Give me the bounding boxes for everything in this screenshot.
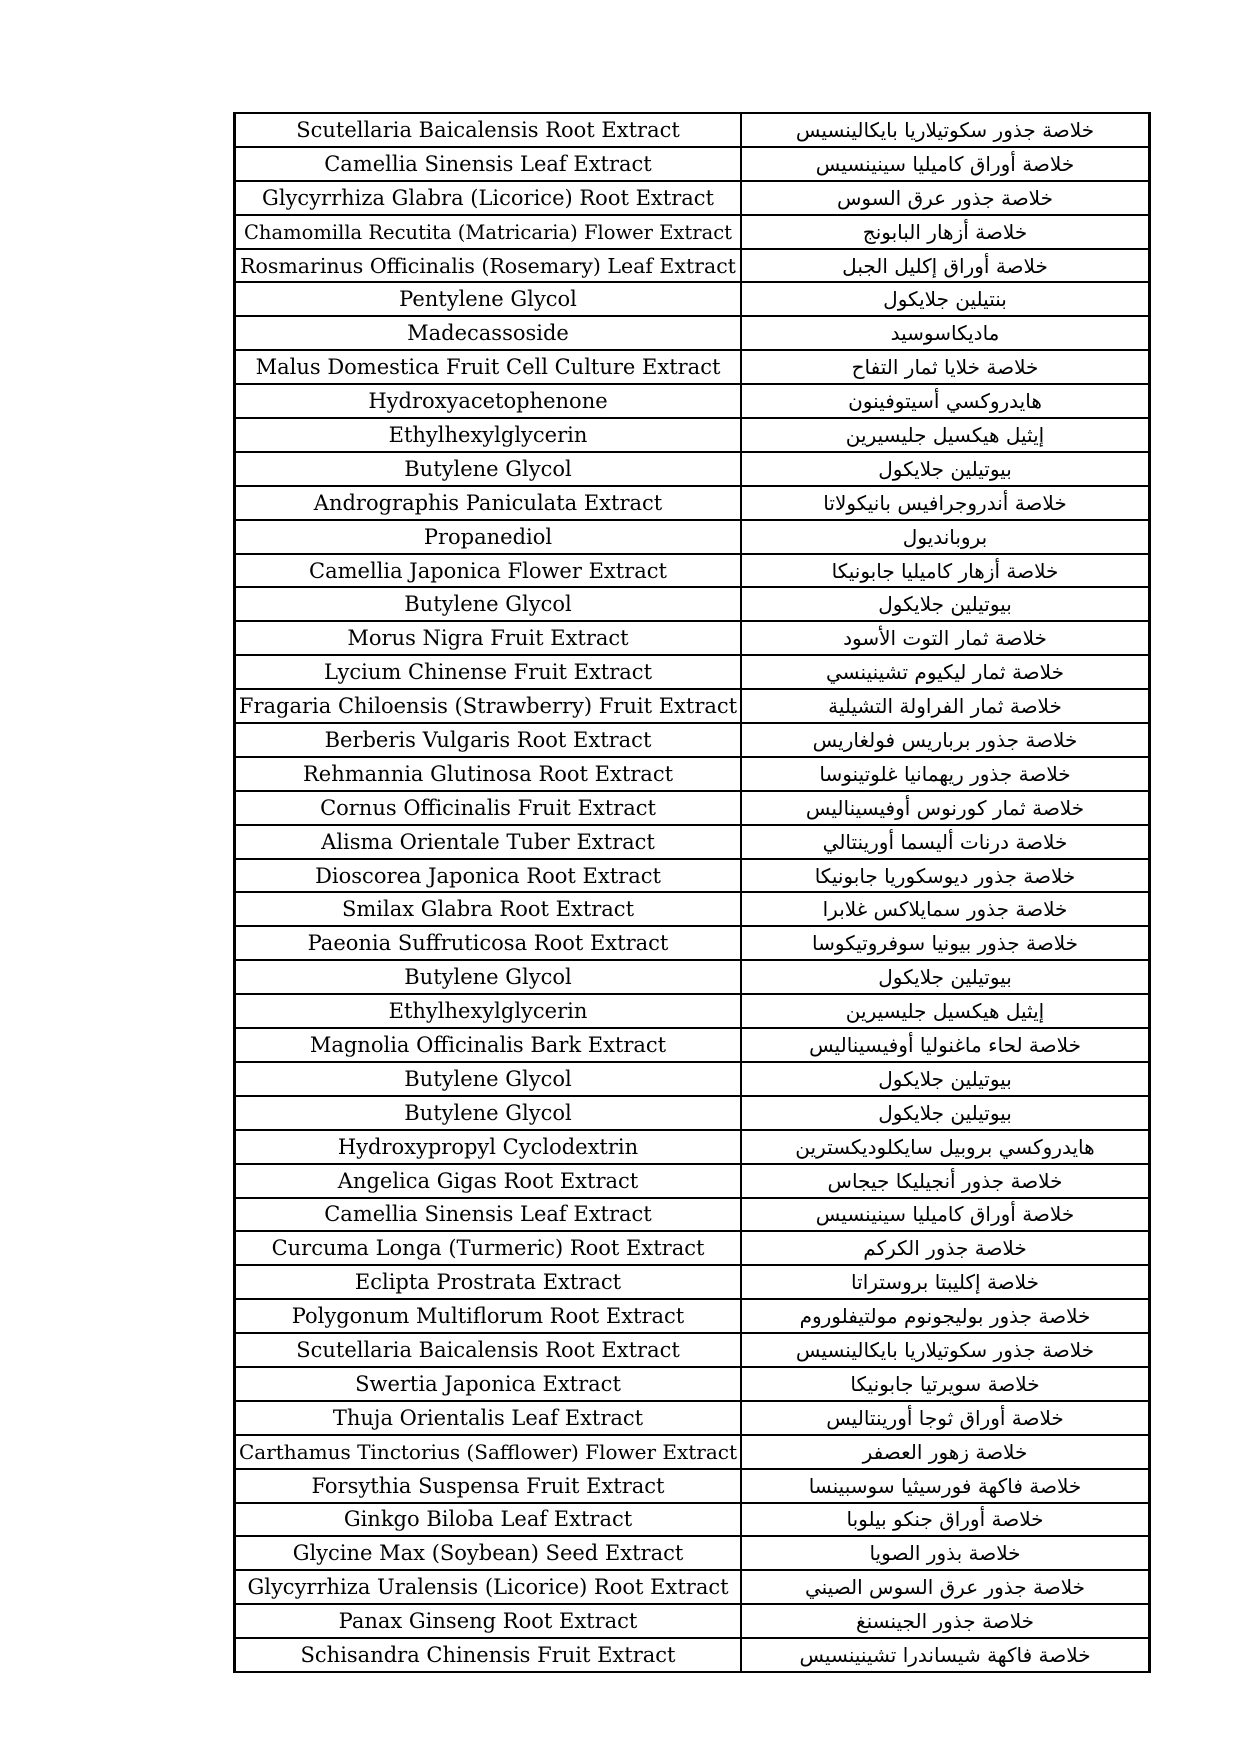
english-name-cell [235,1469,742,1503]
english-name-text: Dioscorea Japonica Root Extract [315,863,661,888]
english-name-text: Camellia Japonica Flower Extract [309,558,667,583]
table-row [235,418,1150,452]
arabic-name-cell: خلاصة درنات أليسما أورينتالي [741,825,1150,859]
table-row [235,1638,1150,1672]
english-name-cell [235,1164,742,1198]
english-name-text: Pentylene Glycol [399,287,577,312]
table-row [235,181,1150,215]
english-name-cell [235,1299,742,1333]
english-name-cell [235,655,742,689]
table-row [235,1096,1150,1130]
english-name-text: Scutellaria Baicalensis Root Extract [296,1338,680,1362]
table-row [235,1401,1150,1435]
english-name-text: Alisma Orientale Tuber Extract [321,829,655,854]
table-row [235,215,1150,249]
table-row [235,960,1150,994]
arabic-name-cell: خلاصة فاكهة فورسيثيا سوسبينسا [741,1469,1150,1503]
table-row [235,926,1150,960]
table-row [235,554,1150,588]
english-name-cell [235,621,742,655]
table-row [235,825,1150,859]
arabic-name-cell: خلاصة أوراق جنكو بيلوبا [741,1503,1150,1537]
english-name-cell [235,452,742,486]
english-name-cell [235,926,742,960]
arabic-name-cell: هايدروكسي بروبيل سايكلوديكسترين [741,1130,1150,1164]
table-row [235,655,1150,689]
english-name-cell [235,486,742,520]
english-name-text: Polygonum Multiflorum Root Extract [291,1304,685,1329]
english-name-cell [235,960,742,994]
english-name-cell [235,723,742,757]
english-name-cell [235,892,742,926]
english-name-cell [235,791,742,825]
english-name-cell [235,1096,742,1130]
arabic-name-cell: خلاصة جذور عرق السوس [741,181,1150,215]
arabic-name-cell: خلاصة أندروجرافيس بانيكولاتا [741,486,1150,520]
english-name-text: Butylene Glycol [404,1100,572,1125]
table-row [235,486,1150,520]
english-name-text: Curcuma Longa (Turmeric) Root Extract [271,1236,705,1261]
english-name-cell [235,1401,742,1435]
arabic-name-cell: خلاصة ثمار الفراولة التشيلية [741,689,1150,723]
arabic-name-cell: خلاصة ثمار التوت الأسود [741,621,1150,655]
arabic-name-cell: خلاصة جذور ريهمانيا غلوتينوسا [741,757,1150,791]
english-name-cell [235,418,742,452]
english-name-cell [235,181,742,215]
arabic-name-cell: خلاصة جذور ديوسكوريا جابونيكا [741,859,1150,893]
english-name-cell [235,1570,742,1604]
ingredients-table-container [233,112,1145,1673]
arabic-name-cell: خلاصة ثمار ليكيوم تشينينسي [741,655,1150,689]
table-row [235,1536,1150,1570]
arabic-name-cell: خلاصة جذور سمايلاكس غلابرا [741,892,1150,926]
arabic-name-cell: هايدروكسي أسيتوفينون [741,384,1150,418]
english-name-text: Madecassoside [407,321,569,346]
english-name-cell [235,1130,742,1164]
arabic-name-cell: خلاصة إكليبتا بروستراتا [741,1265,1150,1299]
table-row [235,1570,1150,1604]
english-name-text: Panax Ginseng Root Extract [338,1609,638,1634]
english-name-cell [235,1333,742,1367]
arabic-name-cell: خلاصة جذور الجينسنغ [741,1604,1150,1638]
arabic-name-cell: بيوتيلين جلايكول [741,960,1150,994]
english-name-text: Angelica Gigas Root Extract [337,1168,639,1193]
arabic-name-cell: بيوتيلين جلايكول [741,587,1150,621]
english-name-cell [235,350,742,384]
english-name-cell [235,249,742,283]
table-row [235,757,1150,791]
arabic-name-cell: خلاصة جذور بوليجونوم مولتيفلوروم [741,1299,1150,1333]
table-row [235,1435,1150,1469]
table-row [235,723,1150,757]
english-name-cell [235,316,742,350]
english-name-cell [235,825,742,859]
table-row [235,859,1150,893]
table-row [235,1231,1150,1265]
english-name-text: Forsythia Suspensa Fruit Extract [311,1473,665,1498]
english-name-cell [235,1638,742,1672]
table-row [235,791,1150,825]
arabic-name-cell: بيوتيلين جلايكول [741,452,1150,486]
english-name-text: Morus Nigra Fruit Extract [347,626,629,651]
english-name-text: Berberis Vulgaris Root Extract [324,727,652,752]
arabic-name-cell: خلاصة أوراق كاميليا سينينسيس [741,1198,1150,1232]
ingredients-table-body [235,113,1150,1672]
arabic-name-cell: خلاصة ثمار كورنوس أوفيسيناليس [741,791,1150,825]
table-row [235,1130,1150,1164]
english-name-text: Ethylhexylglycerin [388,422,588,447]
english-name-text: Camellia Sinensis Leaf Extract [324,1202,652,1227]
english-name-text: Eclipta Prostrata Extract [354,1270,622,1295]
table-row [235,1469,1150,1503]
table-row [235,1265,1150,1299]
english-name-text: Schisandra Chinensis Fruit Extract [300,1643,676,1668]
english-name-cell [235,282,742,316]
arabic-name-cell: خلاصة خلايا ثمار التفاح [741,350,1150,384]
english-name-text: Butylene Glycol [404,456,572,481]
table-row [235,282,1150,316]
english-name-cell [235,1503,742,1537]
english-name-cell [235,1604,742,1638]
table-row [235,1164,1150,1198]
arabic-name-cell: بنتيلين جلايكول [741,282,1150,316]
english-name-text: Chamomilla Recutita (Matricaria) Flower Extract [244,220,732,244]
english-name-cell [235,757,742,791]
arabic-name-cell: خلاصة زهور العصفر [741,1435,1150,1469]
english-name-cell [235,1028,742,1062]
arabic-name-cell: إيثيل هيكسيل جليسيرين [741,994,1150,1028]
table-row [235,1604,1150,1638]
arabic-name-cell: خلاصة جذور سكوتيلاريا بايكالينسيس [741,1333,1150,1367]
english-name-cell [235,215,742,249]
english-name-text: Lycium Chinense Fruit Extract [323,660,653,685]
table-row [235,1367,1150,1401]
english-name-text: Cornus Officinalis Fruit Extract [320,795,656,820]
english-name-text: Malus Domestica Fruit Cell Culture Extract [255,355,721,380]
english-name-text: Camellia Sinensis Leaf Extract [324,151,652,176]
table-row [235,621,1150,655]
arabic-name-cell: بروبانديول [741,520,1150,554]
arabic-name-cell: خلاصة فاكهة شيساندرا تشينينسيس [741,1638,1150,1672]
table-row [235,384,1150,418]
arabic-name-cell: خلاصة بذور الصويا [741,1536,1150,1570]
english-name-cell [235,859,742,893]
english-name-text: Paeonia Suffruticosa Root Extract [307,931,669,956]
table-row [235,520,1150,554]
english-name-cell [235,1231,742,1265]
arabic-name-cell: خلاصة جذور عرق السوس الصيني [741,1570,1150,1604]
table-row [235,1028,1150,1062]
english-name-text: Glycyrrhiza Glabra (Licorice) Root Extract [262,185,714,210]
arabic-name-cell: خلاصة جذور أنجيليكا جيجاس [741,1164,1150,1198]
table-row [235,350,1150,384]
english-name-cell [235,147,742,181]
english-name-cell [235,554,742,588]
english-name-cell [235,689,742,723]
english-name-text: Andrographis Paniculata Extract [313,490,663,515]
arabic-name-cell: إيثيل هيكسيل جليسيرين [741,418,1150,452]
english-name-text: Rehmannia Glutinosa Root Extract [302,761,674,786]
table-row [235,1299,1150,1333]
arabic-name-cell: خلاصة سويرتيا جابونيكا [741,1367,1150,1401]
table-row [235,892,1150,926]
english-name-text: Smilax Glabra Root Extract [341,897,635,922]
table-row [235,1503,1150,1537]
table-row [235,587,1150,621]
english-name-cell [235,1062,742,1096]
arabic-name-cell: خلاصة أوراق ثوجا أورينتاليس [741,1401,1150,1435]
table-row [235,249,1150,283]
arabic-name-cell: خلاصة جذور بيونيا سوفروتيكوسا [741,926,1150,960]
arabic-name-cell: خلاصة أوراق كاميليا سينينسيس [741,147,1150,181]
arabic-name-cell: خلاصة جذور برباريس فولغاريس [741,723,1150,757]
english-name-cell [235,994,742,1028]
english-name-text: Thuja Orientalis Leaf Extract [332,1405,644,1430]
arabic-name-cell: خلاصة جذور سكوتيلاريا بايكالينسيس [741,113,1150,147]
english-name-text: Hydroxypropyl Cyclodextrin [337,1134,639,1159]
english-name-cell [235,1367,742,1401]
english-name-cell [235,1536,742,1570]
english-name-text: Butylene Glycol [404,592,572,617]
arabic-name-cell: خلاصة أزهار البابونج [741,215,1150,249]
english-name-text: Glycine Max (Soybean) Seed Extract [292,1541,684,1566]
table-row [235,994,1150,1028]
english-name-cell [235,384,742,418]
english-name-text: Ginkgo Biloba Leaf Extract [343,1507,633,1532]
english-name-cell [235,113,742,147]
english-name-text: Swertia Japonica Extract [355,1371,621,1396]
english-name-cell [235,520,742,554]
arabic-name-cell: خلاصة جذور الكركم [741,1231,1150,1265]
arabic-name-cell: بيوتيلين جلايكول [741,1096,1150,1130]
arabic-name-cell: خلاصة لحاء ماغنوليا أوفيسيناليس [741,1028,1150,1062]
table-row [235,452,1150,486]
english-name-text: Ethylhexylglycerin [388,999,588,1024]
english-name-text: Scutellaria Baicalensis Root Extract [296,117,680,142]
english-name-text: Glycyrrhiza Uralensis (Licorice) Root Extract [247,1575,729,1600]
english-name-cell [235,1198,742,1232]
table-row [235,316,1150,350]
english-name-cell [235,587,742,621]
english-name-cell [235,1435,742,1469]
table-row [235,689,1150,723]
english-name-text: Hydroxyacetophenone [368,389,608,414]
table-row [235,147,1150,181]
arabic-name-cell: خلاصة أوراق إكليل الجبل [741,249,1150,283]
table-row [235,1333,1150,1367]
english-name-text: Fragaria Chiloensis (Strawberry) Fruit Extract [238,694,738,719]
english-name-text: Carthamus Tinctorius (Safflower) Flower Extract [238,1439,738,1464]
english-name-cell [235,1265,742,1299]
english-name-text: Butylene Glycol [404,1066,572,1091]
english-name-text: Butylene Glycol [404,965,572,990]
table-row [235,1198,1150,1232]
arabic-name-cell: بيوتيلين جلايكول [741,1062,1150,1096]
table-row [235,113,1150,147]
english-name-text: Rosmarinus Officinalis (Rosemary) Leaf Extract [240,253,736,278]
english-name-text: Propanediol [423,524,553,549]
arabic-name-cell: خلاصة أزهار كاميليا جابونيكا [741,554,1150,588]
arabic-name-cell: ماديكاسوسيد [741,316,1150,350]
table-row [235,1062,1150,1096]
english-name-text: Magnolia Officinalis Bark Extract [309,1032,667,1057]
ingredients-table [233,112,1151,1673]
